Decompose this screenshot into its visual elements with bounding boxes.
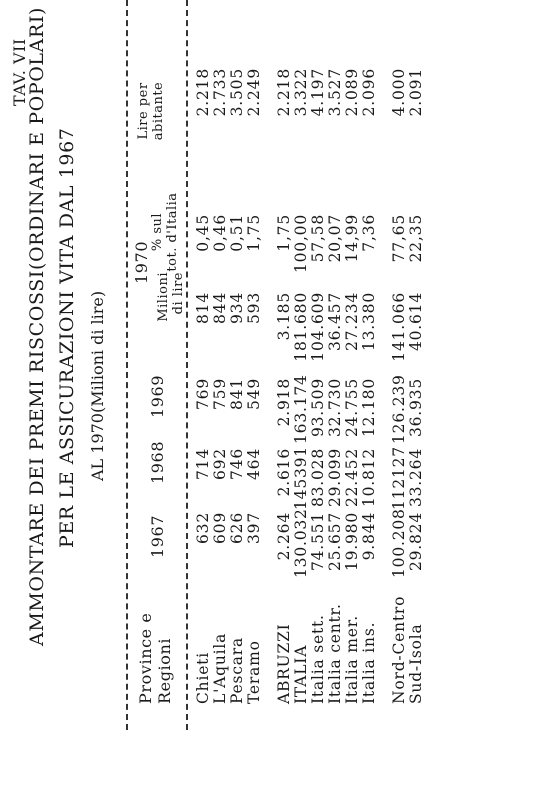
- cell-milioni: 844: [211, 292, 229, 324]
- cell-1967: 25.657: [326, 512, 344, 572]
- cell-1968: 464: [245, 448, 263, 480]
- cell-1967: 130.032: [292, 508, 310, 578]
- cell-1968: 22.452: [343, 448, 361, 508]
- cell-1967: 19.980: [343, 512, 361, 572]
- cell-1969: 549: [245, 378, 263, 410]
- cell-milioni: 181.680: [292, 292, 310, 362]
- row-label: Sud-Isola: [407, 623, 425, 704]
- title-line-3: AL 1970(Milioni di lire): [88, 290, 107, 481]
- cell-1968: 29.099: [326, 448, 344, 508]
- cell-lire-per-abitante: 2.089: [343, 68, 361, 117]
- cell-1968: 83.028: [309, 448, 327, 508]
- cell-percent: 77,65: [390, 214, 408, 263]
- cell-percent: 22,35: [407, 214, 425, 263]
- cell-1969: 126.239: [390, 374, 408, 444]
- cell-percent: 14,99: [343, 214, 361, 263]
- cell-lire-per-abitante: 4.197: [309, 68, 327, 117]
- cell-milioni: 814: [194, 292, 212, 324]
- cell-1968: 714: [194, 448, 212, 480]
- cell-1967: 609: [211, 512, 229, 544]
- row-label: Italia sett.: [309, 614, 327, 704]
- row-label: Italia centr.: [326, 603, 344, 704]
- row-label: ITALIA: [292, 644, 310, 704]
- row-label: Italia mer.: [343, 615, 361, 704]
- cell-lire-per-abitante: 4.000: [390, 68, 408, 117]
- header-provinces: Province e Regioni: [136, 612, 174, 704]
- cell-milioni: 934: [228, 292, 246, 324]
- top-rule: [126, 0, 128, 730]
- cell-milioni: 593: [245, 292, 263, 324]
- row-label: L'Aquila: [211, 632, 229, 704]
- cell-percent: 0,46: [211, 214, 229, 252]
- cell-1968: 10.812: [360, 448, 378, 508]
- cell-1968: 33.264: [407, 448, 425, 508]
- cell-percent: 1,75: [275, 214, 293, 252]
- cell-1969: 36.935: [407, 378, 425, 438]
- cell-lire-per-abitante: 2.218: [275, 68, 293, 117]
- cell-percent: 0,51: [228, 214, 246, 252]
- cell-percent: 1,75: [245, 214, 263, 252]
- header-1967: 1967: [148, 514, 167, 558]
- header-1968: 1968: [148, 440, 167, 484]
- cell-percent: 20,07: [326, 214, 344, 263]
- row-label: Teramo: [245, 640, 263, 704]
- header-lire-per-abitante: Lire per abitante: [136, 81, 166, 141]
- cell-1969: 759: [211, 378, 229, 410]
- cell-lire-per-abitante: 2.091: [407, 68, 425, 117]
- cell-1969: 2.918: [275, 378, 293, 427]
- cell-1969: 163.174: [292, 374, 310, 444]
- cell-1969: 12.180: [360, 378, 378, 438]
- header-1970: 1970: [132, 240, 151, 284]
- cell-percent: 100,00: [292, 214, 310, 274]
- cell-lire-per-abitante: 2.249: [245, 68, 263, 117]
- row-label: ABRUZZI: [275, 623, 293, 704]
- header-percent: % sul tot. d'Italia: [150, 192, 180, 272]
- row-label: Italia ins.: [360, 621, 378, 704]
- cell-1967: 29.824: [407, 512, 425, 572]
- cell-lire-per-abitante: 2.096: [360, 68, 378, 117]
- cell-1968: 746: [228, 448, 246, 480]
- cell-1967: 9.844: [360, 512, 378, 561]
- header-milioni: Milioni di lire: [156, 272, 186, 322]
- cell-lire-per-abitante: 3.322: [292, 68, 310, 117]
- row-label: Nord-Centro: [390, 595, 408, 704]
- row-label: Chieti: [194, 652, 212, 704]
- cell-milioni: 36.457: [326, 292, 344, 352]
- cell-1967: 397: [245, 512, 263, 544]
- cell-milioni: 27.234: [343, 292, 361, 352]
- cell-1969: 93.509: [309, 378, 327, 438]
- cell-milioni: 3.185: [275, 292, 293, 341]
- cell-1969: 841: [228, 378, 246, 410]
- title-line-1: AMMONTARE DEI PREMI RISCOSSI(ORDINARI E POPOLARI): [26, 7, 48, 646]
- cell-1967: 2.264: [275, 512, 293, 561]
- cell-1968: 2.616: [275, 448, 293, 497]
- cell-lire-per-abitante: 3.527: [326, 68, 344, 117]
- table-number: TAV. VII: [10, 38, 29, 106]
- cell-milioni: 40.614: [407, 292, 425, 352]
- cell-1968: 145391: [292, 446, 310, 510]
- header-1969: 1969: [148, 374, 167, 418]
- cell-1967: 100.208: [390, 508, 408, 578]
- cell-1967: 74.551: [309, 512, 327, 572]
- title-line-2: PER LE ASSICURAZIONI VITA DAL 1967: [56, 127, 78, 548]
- cell-percent: 0,45: [194, 214, 212, 252]
- cell-1969: 32.730: [326, 378, 344, 438]
- cell-milioni: 141.066: [390, 292, 408, 362]
- cell-1968: 112127: [390, 446, 408, 510]
- cell-1968: 692: [211, 448, 229, 480]
- cell-lire-per-abitante: 3.505: [228, 68, 246, 117]
- cell-milioni: 13.380: [360, 292, 378, 352]
- cell-1969: 24.755: [343, 378, 361, 438]
- cell-milioni: 104.609: [309, 292, 327, 362]
- cell-percent: 7,36: [360, 214, 378, 252]
- cell-1967: 626: [228, 512, 246, 544]
- cell-lire-per-abitante: 2.218: [194, 68, 212, 117]
- row-label: Pescara: [228, 636, 246, 704]
- header-rule: [186, 0, 188, 730]
- cell-1967: 632: [194, 512, 212, 544]
- cell-lire-per-abitante: 2.733: [211, 68, 229, 117]
- cell-percent: 57,58: [309, 214, 327, 263]
- cell-1969: 769: [194, 378, 212, 410]
